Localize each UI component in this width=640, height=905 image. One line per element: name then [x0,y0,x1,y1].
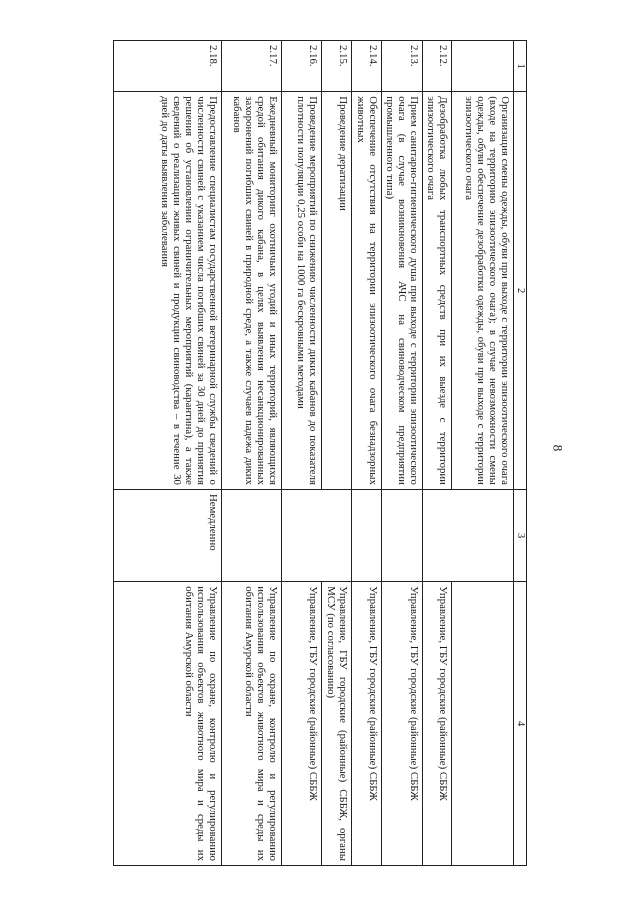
table-header-row [514,40,527,865]
row-deadline [282,489,352,581]
row-measure: Дезобработка любых транспортных средств при их выезде с территории эпизоотического очага [423,91,452,489]
row-measure: Обеспечение отсутствия на территории эпизоотического очага безнадзорных животных [352,91,382,489]
page-number: 8 [550,444,566,452]
table-row [352,40,382,865]
table-row [222,40,282,865]
row-deadline [222,489,282,581]
row-responsible: Управление по охране, контролю и регулированию использования объектов животного мира и среды их обитания Амурской области [114,581,222,865]
row-number: 2.18. [114,40,222,91]
table-row [282,40,322,865]
row-responsible: Управление, ГБУ городские (районные) СББЖ [282,581,322,865]
header-col-2: 2 [514,91,527,489]
table-row [114,40,222,865]
row-number [452,40,514,91]
row-number: 2.17. [222,40,282,91]
row-measure: Проведение дератизации [322,91,352,489]
measures-table [113,40,527,866]
rotated-table-container [113,40,527,866]
row-deadline [382,489,423,581]
row-measure: Предоставление специалистам государственной ветеринарной службы сведений о численности свиней с указанием числа погибших свиней за 30 дней до принятия решения об установлении ограничительных мероприятий (карантина), а также сведений о реализации живых свиней и продукции свиноводства – в течение 30 дней до даты выявления заболевания [114,91,222,489]
row-responsible: Управление, ГБУ городские (районные) СББЖ [382,581,423,865]
row-deadline [423,489,514,581]
row-deadline [352,489,382,581]
row-measure: Организация смены одежды, обуви при выходе с территории эпизоотического очага (входе на территорию эпизоотического очага); в случае невозможности смены одежды, обуви обеспечение дезобработки одежды, обуви при выходе с территории эпизоотического очага [452,91,514,489]
header-col-4: 4 [514,581,527,865]
header-col-3: 3 [514,489,527,581]
table-row [322,40,352,865]
row-responsible: Управление, ГБУ городские (районные) СББЖ, органы МСУ (по согласованию) [322,581,352,865]
row-responsible [452,581,514,865]
row-number: 2.15. [322,40,352,91]
row-number: 2.13. [382,40,423,91]
row-measure: Прием санитарно-гигиенического душа при выходе с территории эпизоотического очага (в случае возникновения АЧС на свиноводческом предприятии промышленного типа) [382,91,423,489]
row-number: 2.14. [352,40,382,91]
table-row [423,40,452,865]
table-row [452,40,514,865]
row-deadline: Немедленно [114,489,222,581]
row-number: 2.12. [423,40,452,91]
row-number: 2.16. [282,40,322,91]
row-responsible: Управление по охране, контролю и регулированию использования объектов животного мира и среды их обитания Амурской области [222,581,282,865]
table-row [382,40,423,865]
header-col-1: 1 [514,40,527,91]
row-measure: Проведение мероприятий по снижению численности диких кабанов до показателя плотности популяции 0,25 особи на 1000 га бескровными методами [282,91,322,489]
row-measure: Ежедневный мониторинг охотничьих угодий и иных территорий, являющихся средой обитания дикого кабана, в целях выявления несанкционированных захоронений погибших свиней в природной среде, а также случаев падежа диких кабанов [222,91,282,489]
row-responsible: Управление, ГБУ городские (районные) СББЖ [352,581,382,865]
row-responsible: Управление, ГБУ городские (районные) СББЖ [423,581,452,865]
